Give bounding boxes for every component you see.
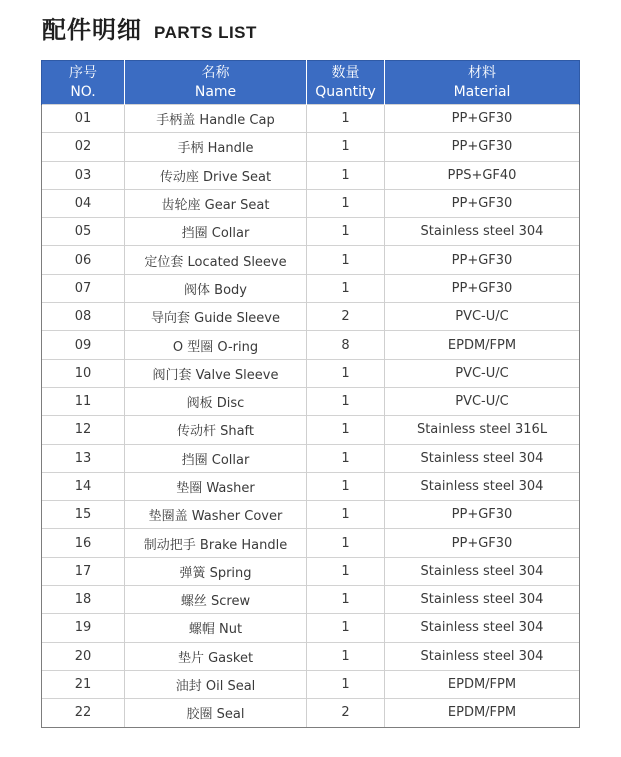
table-row xyxy=(42,586,580,614)
cell-material: PP+GF30 xyxy=(385,529,580,557)
cell-quantity: 1 xyxy=(307,586,385,614)
cell-material: Stainless steel 304 xyxy=(385,586,580,614)
cell-quantity: 1 xyxy=(307,246,385,274)
cell-name: 挡圈 Collar xyxy=(125,218,307,246)
column-header-name-en: Name xyxy=(194,83,237,100)
cell-material: EPDM/FPM xyxy=(385,699,580,727)
column-header-quantity-cn: 数量 xyxy=(331,64,360,81)
cell-no: 14 xyxy=(42,472,125,500)
table-row xyxy=(42,246,580,274)
column-header-name xyxy=(125,61,307,105)
cell-name: 定位套 Located Sleeve xyxy=(125,246,307,274)
cell-material: Stainless steel 304 xyxy=(385,444,580,472)
cell-material: PP+GF30 xyxy=(385,274,580,302)
cell-no: 18 xyxy=(42,586,125,614)
table-row xyxy=(42,161,580,189)
cell-quantity: 1 xyxy=(307,472,385,500)
cell-no: 03 xyxy=(42,161,125,189)
header-row xyxy=(42,61,580,105)
cell-name: 手柄盖 Handle Cap xyxy=(125,105,307,133)
cell-quantity: 1 xyxy=(307,133,385,161)
column-header-no xyxy=(42,61,125,105)
cell-no: 20 xyxy=(42,642,125,670)
cell-quantity: 1 xyxy=(307,529,385,557)
cell-no: 19 xyxy=(42,614,125,642)
cell-quantity: 1 xyxy=(307,387,385,415)
table-row xyxy=(42,387,580,415)
table-row xyxy=(42,670,580,698)
cell-name: 垫圈 Washer xyxy=(125,472,307,500)
cell-name: O 型圈 O-ring xyxy=(125,331,307,359)
cell-quantity: 1 xyxy=(307,359,385,387)
cell-name: 螺帽 Nut xyxy=(125,614,307,642)
table-row xyxy=(42,189,580,217)
cell-material: PPS+GF40 xyxy=(385,161,580,189)
cell-material: Stainless steel 304 xyxy=(385,642,580,670)
cell-no: 02 xyxy=(42,133,125,161)
cell-quantity: 1 xyxy=(307,416,385,444)
cell-material: PP+GF30 xyxy=(385,189,580,217)
column-header-quantity-en: Quantity xyxy=(315,83,376,100)
cell-quantity: 2 xyxy=(307,303,385,331)
cell-no: 08 xyxy=(42,303,125,331)
cell-no: 10 xyxy=(42,359,125,387)
cell-quantity: 2 xyxy=(307,699,385,727)
table-row xyxy=(42,331,580,359)
cell-no: 07 xyxy=(42,274,125,302)
cell-no: 09 xyxy=(42,331,125,359)
cell-name: 阀体 Body xyxy=(125,274,307,302)
cell-material: PP+GF30 xyxy=(385,105,580,133)
table-row xyxy=(42,218,580,246)
page-title-cn: 配件明细 xyxy=(42,16,142,44)
cell-no: 01 xyxy=(42,105,125,133)
table-row xyxy=(42,557,580,585)
page-title-en: PARTS LIST xyxy=(154,23,257,42)
table-row xyxy=(42,444,580,472)
table-row xyxy=(42,699,580,727)
cell-no: 21 xyxy=(42,670,125,698)
cell-no: 17 xyxy=(42,557,125,585)
table-row xyxy=(42,642,580,670)
column-header-quantity xyxy=(307,61,385,105)
table-row xyxy=(42,501,580,529)
table-row xyxy=(42,359,580,387)
parts-table-header xyxy=(42,61,580,105)
cell-no: 04 xyxy=(42,189,125,217)
table-row xyxy=(42,614,580,642)
cell-no: 12 xyxy=(42,416,125,444)
parts-table xyxy=(41,60,580,728)
cell-quantity: 1 xyxy=(307,274,385,302)
cell-material: PP+GF30 xyxy=(385,501,580,529)
cell-material: Stainless steel 304 xyxy=(385,557,580,585)
cell-name: 阀板 Disc xyxy=(125,387,307,415)
cell-material: PVC-U/C xyxy=(385,359,580,387)
cell-quantity: 1 xyxy=(307,642,385,670)
cell-material: PP+GF30 xyxy=(385,246,580,274)
cell-quantity: 1 xyxy=(307,161,385,189)
cell-material: Stainless steel 316L xyxy=(385,416,580,444)
cell-material: PVC-U/C xyxy=(385,387,580,415)
table-row xyxy=(42,303,580,331)
table-row xyxy=(42,105,580,133)
cell-quantity: 1 xyxy=(307,557,385,585)
column-header-name-cn: 名称 xyxy=(201,64,230,81)
cell-material: PVC-U/C xyxy=(385,303,580,331)
cell-name: 油封 Oil Seal xyxy=(125,670,307,698)
cell-material: Stainless steel 304 xyxy=(385,472,580,500)
cell-name: 传动座 Drive Seat xyxy=(125,161,307,189)
column-header-material xyxy=(385,61,580,105)
cell-quantity: 1 xyxy=(307,444,385,472)
cell-no: 22 xyxy=(42,699,125,727)
cell-material: Stainless steel 304 xyxy=(385,218,580,246)
cell-name: 垫片 Gasket xyxy=(125,642,307,670)
cell-quantity: 8 xyxy=(307,331,385,359)
cell-quantity: 1 xyxy=(307,614,385,642)
cell-quantity: 1 xyxy=(307,218,385,246)
cell-name: 制动把手 Brake Handle xyxy=(125,529,307,557)
column-header-no-cn: 序号 xyxy=(69,64,97,81)
table-row xyxy=(42,416,580,444)
cell-name: 齿轮座 Gear Seat xyxy=(125,189,307,217)
cell-name: 传动杆 Shaft xyxy=(125,416,307,444)
cell-no: 13 xyxy=(42,444,125,472)
column-header-material-en: Material xyxy=(453,83,511,100)
cell-material: EPDM/FPM xyxy=(385,670,580,698)
cell-name: 胶圈 Seal xyxy=(125,699,307,727)
cell-name: 弹簧 Spring xyxy=(125,557,307,585)
cell-material: Stainless steel 304 xyxy=(385,614,580,642)
table-row xyxy=(42,274,580,302)
cell-name: 导向套 Guide Sleeve xyxy=(125,303,307,331)
cell-no: 06 xyxy=(42,246,125,274)
cell-quantity: 1 xyxy=(307,105,385,133)
cell-no: 15 xyxy=(42,501,125,529)
cell-quantity: 1 xyxy=(307,189,385,217)
cell-material: EPDM/FPM xyxy=(385,331,580,359)
cell-quantity: 1 xyxy=(307,670,385,698)
table-row xyxy=(42,529,580,557)
table-row xyxy=(42,133,580,161)
cell-name: 垫圈盖 Washer Cover xyxy=(125,501,307,529)
cell-name: 螺丝 Screw xyxy=(125,586,307,614)
cell-no: 05 xyxy=(42,218,125,246)
cell-name: 挡圈 Collar xyxy=(125,444,307,472)
cell-quantity: 1 xyxy=(307,501,385,529)
column-header-material-cn: 材料 xyxy=(468,64,496,81)
cell-material: PP+GF30 xyxy=(385,133,580,161)
cell-name: 手柄 Handle xyxy=(125,133,307,161)
table-row xyxy=(42,472,580,500)
parts-table-body xyxy=(42,105,580,728)
page-title xyxy=(42,10,257,50)
column-header-no-en: NO. xyxy=(70,83,96,100)
cell-no: 16 xyxy=(42,529,125,557)
cell-no: 11 xyxy=(42,387,125,415)
cell-name: 阀门套 Valve Sleeve xyxy=(125,359,307,387)
